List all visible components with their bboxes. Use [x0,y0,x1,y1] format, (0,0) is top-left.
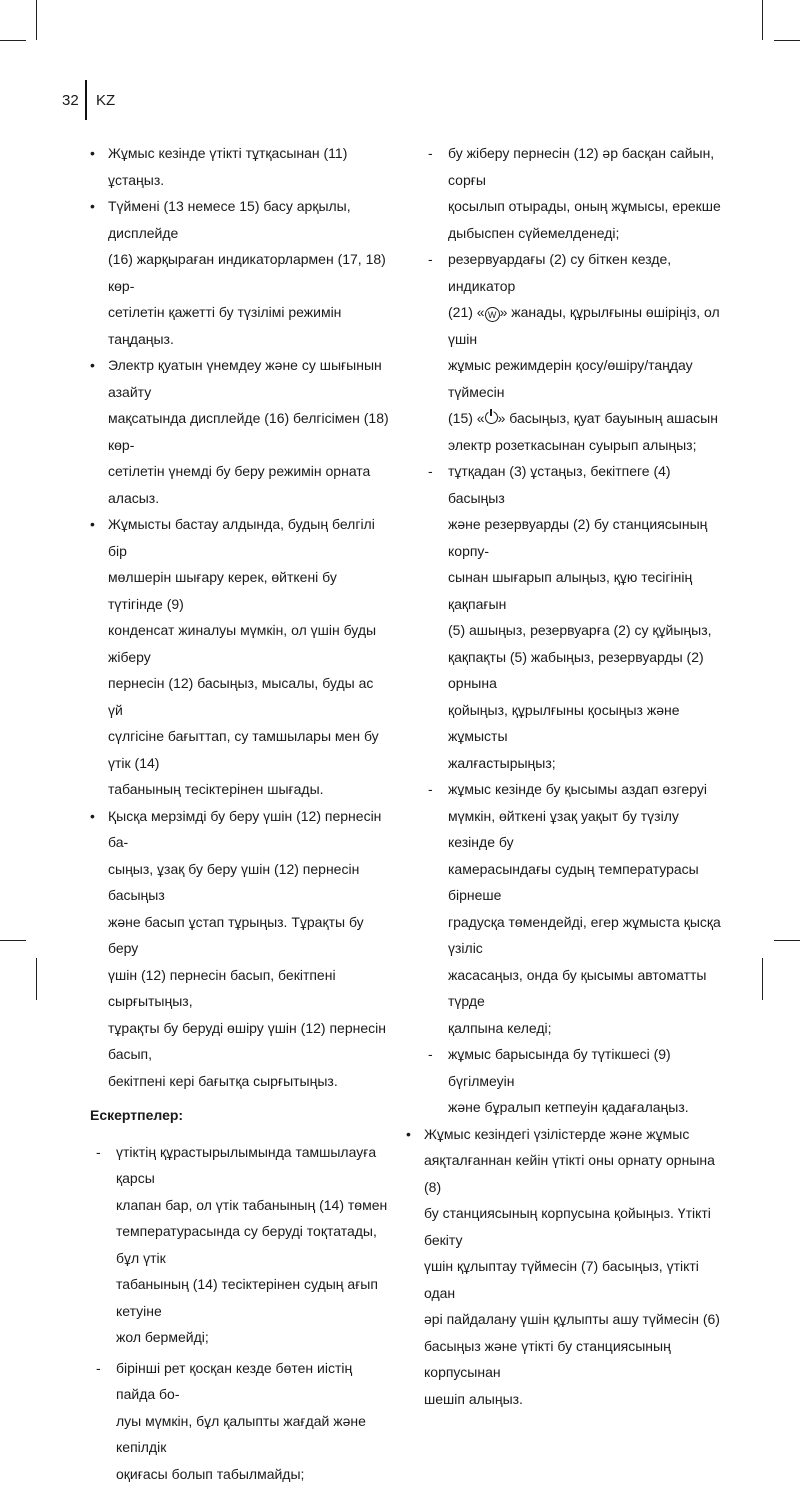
dash-item-text [448,140,722,246]
text-line: температурасында су беруді тоқтатады, бұл үтік [116,1223,377,1266]
text-line: (15) « » басыңыз, қуат бауының ашасын [448,410,718,426]
text-line: луы мүмкін, бұл қалыпты жағдай және кепілдік [116,1412,366,1455]
crop-mark [36,958,37,1000]
bullet-item [90,193,390,352]
text-line: сыңыз, ұзақ бу беру үшін (12) пернесін басыңыз [108,860,360,903]
text-line: жол бермейді; [116,1329,209,1345]
dash-item-text [448,776,722,1041]
bullet-marker: • [90,516,95,532]
dash-item [422,458,722,776]
text-line: шешіп алыңыз. [424,1390,523,1407]
text-line: Жұмысты бастау алдында, будың белгілі бір [108,516,375,559]
bullet-item-text [108,511,390,803]
dash-item [90,1355,390,1488]
text-line: бу жіберу пернесін (12) әр басқан сайын, сорғы [448,145,715,188]
crop-mark [774,940,800,941]
text-line: қақпақты (5) жабыңыз, резервуарды (2) орнына [448,648,704,691]
text-line: басыңыз және үтікті бу станциясының корпусынан [424,1337,671,1380]
text-line: пернесін (12) басыңыз, мысалы, буды ас үй [108,675,374,718]
right-column [406,140,722,1412]
dash-marker: - [428,1046,433,1062]
text-line: (5) ашыңыз, резервуарға (2) су құйыңыз, [448,622,712,638]
text-line: Электр қуатын үнемдеу және су шығынын азайту [108,357,382,400]
bullet-list [90,140,390,1094]
bullet-item [90,511,390,803]
dash-item [422,776,722,1041]
text-line: Түймені (13 немесе 15) басу арқылы, дисплейде [108,198,351,241]
bullet-item-text [108,803,390,1095]
text-line: Қысқа мерзімді бу беру үшін (12) пернесін ба- [108,807,382,850]
text-line: сетілетін үнемді бу беру режимін орната аласыз. [108,463,371,506]
text-line: табанының тесіктерінен шығады. [108,781,324,797]
text-line: және бұралып кетпеуін қадағалаңыз. [448,1099,689,1115]
text-line: мөлшерін шығару керек, өйткені бу түтігінде (9) [108,569,337,612]
text-line: мақсатында дисплейде (16) белгісімен (18) көр- [108,410,389,453]
bullet-item-text [108,352,390,511]
text-line: бірінші рет қосқан кезде бөтен иістің пайда бо- [116,1359,353,1402]
text-line: әрі пайдалану үшін құлыпты ашу түймесін (6) [424,1311,720,1327]
text-line: тұтқадан (3) ұстаңыз, бекітпеге (4) басыңыз [448,463,671,506]
text-line: сетілетін қажетті бу түзілімі режимін таңдаңыз. [108,304,342,347]
text-line: жұмыс кезінде бу қысымы аздап өзгеруі [448,781,707,797]
crop-mark [774,40,800,41]
text-line: қалпына келеді; [448,1019,552,1036]
power-button-icon [485,411,498,424]
dash-item [422,140,722,246]
text-line: бу станциясының корпусына қойыңыз. Үтікті бекіту [424,1205,711,1248]
text-line: табанының (14) тесіктерінен судың ағып кетуіне [116,1276,378,1319]
text-line: және басып ұстап тұрыңыз. Тұрақты бу беру [108,913,364,956]
dash-item-text [116,1355,390,1488]
dash-marker: - [428,251,433,267]
text-line: резервуардағы (2) су біткен кезде, индикатор [448,251,672,294]
bullet-marker: • [90,145,95,161]
dash-marker: - [96,1359,101,1376]
bullet-item-text [108,140,390,193]
dash-item [90,1139,390,1351]
left-column [90,140,390,1491]
text-line: қойыңыз, құрылғыны қосыңыз және жұмысты [448,701,680,744]
notes-heading: Ескертпелер: [90,1107,184,1123]
water-indicator-icon: W [485,307,500,322]
text-line: градусқа төмендейді, егер жұмыста қысқа үзіліс [448,913,721,956]
text-line: үтіктің құрастырылымында тамшылауға қарсы [116,1143,377,1186]
dash-item [422,1041,722,1121]
bullet-item [90,140,390,193]
language-code: KZ [96,92,116,109]
text-line: оқиғасы болып табылмайды; [116,1465,305,1482]
text-line: электр розеткасынан суырып алыңыз; [448,436,697,453]
text-line: жұмыс барысында бу түтікшесі (9) бүгілмеуін [448,1046,671,1089]
text-line: үшін құлыптау түймесін (7) басыңыз, үтікті одан [424,1258,699,1301]
dash-item-text [116,1139,390,1351]
text-line: және резервуарды (2) бу станциясының корпу- [448,516,708,559]
text-line: камерасындағы судың температурасы бірнеше [448,860,699,903]
dash-item-text [448,458,722,776]
dash-marker: - [428,463,433,479]
header-divider [85,80,87,120]
text-line: сынан шығарып алыңыз, құю тесігінің қақпағын [448,569,693,612]
dash-item-text [448,1041,722,1121]
dash-marker: - [428,781,433,797]
text-line: тұрақты бу беруді өшіру үшін (12) пернесін басып, [108,1019,386,1062]
bullet-item [90,803,390,1095]
text-line: жұмыс режимдерін қосу/өшіру/таңдау түймесін [448,357,693,400]
bullet-item [90,352,390,511]
text-line: бекітпені кері бағытқа сырғытыңыз. [108,1072,338,1089]
crop-mark [36,0,37,40]
text-line: қосылып отырады, оның жұмысы, ерекше [448,198,721,214]
text-line: Жұмыс кезіндегі үзілістерде және жұмыс [424,1125,690,1142]
text-line: (16) жарқыраған индикаторлармен (17, 18) көр- [108,251,386,294]
text-line: үшін (12) пернесін басып, бекітпені сырғытыңыз, [108,966,336,1009]
bullet-item-text [424,1121,722,1413]
dash-item [422,246,722,458]
text-line: сүлгісіне бағыттап, су тамшылары мен бу үтік (14) [108,728,379,771]
bullet-item [406,1121,722,1413]
bullet-marker: • [406,1125,411,1142]
crop-mark [762,0,763,40]
bullet-marker: • [90,807,95,824]
bullet-marker: • [90,357,95,373]
crop-mark [762,958,763,1000]
crop-mark [0,940,26,941]
text-line: жасасаңыз, онда бу қысымы автоматты түрде [448,966,707,1009]
text-line: жалғастырыңыз; [448,754,556,771]
text-line: клапан бар, ол үтік табанының (14) төмен [116,1196,388,1213]
text-line: мүмкін, өйткені ұзақ уақыт бу түзілу кезінде бу [448,807,679,850]
text-line: аяқталғаннан кейін үтікті оны орнату орнына (8) [424,1152,715,1195]
dash-marker: - [96,1143,101,1160]
text-line: Жұмыс кезінде үтікті тұтқасынан (11) ұстаңыз. [108,145,348,188]
notes-list [90,1139,390,1488]
text-line: конденсат жиналуы мүмкін, ол үшін буды жіберу [108,622,377,665]
text-line: (21) « W » жанады, құрылғыны өшіріңіз, ол үшін [448,304,720,347]
crop-mark [0,40,26,41]
dash-marker: - [428,145,433,161]
dash-item-text [448,246,722,299]
text-line: дыбыспен сүйемелденеді; [448,224,620,241]
bullet-item-text [108,193,390,352]
page-number: 32 [62,92,79,109]
bullet-marker: • [90,198,95,214]
